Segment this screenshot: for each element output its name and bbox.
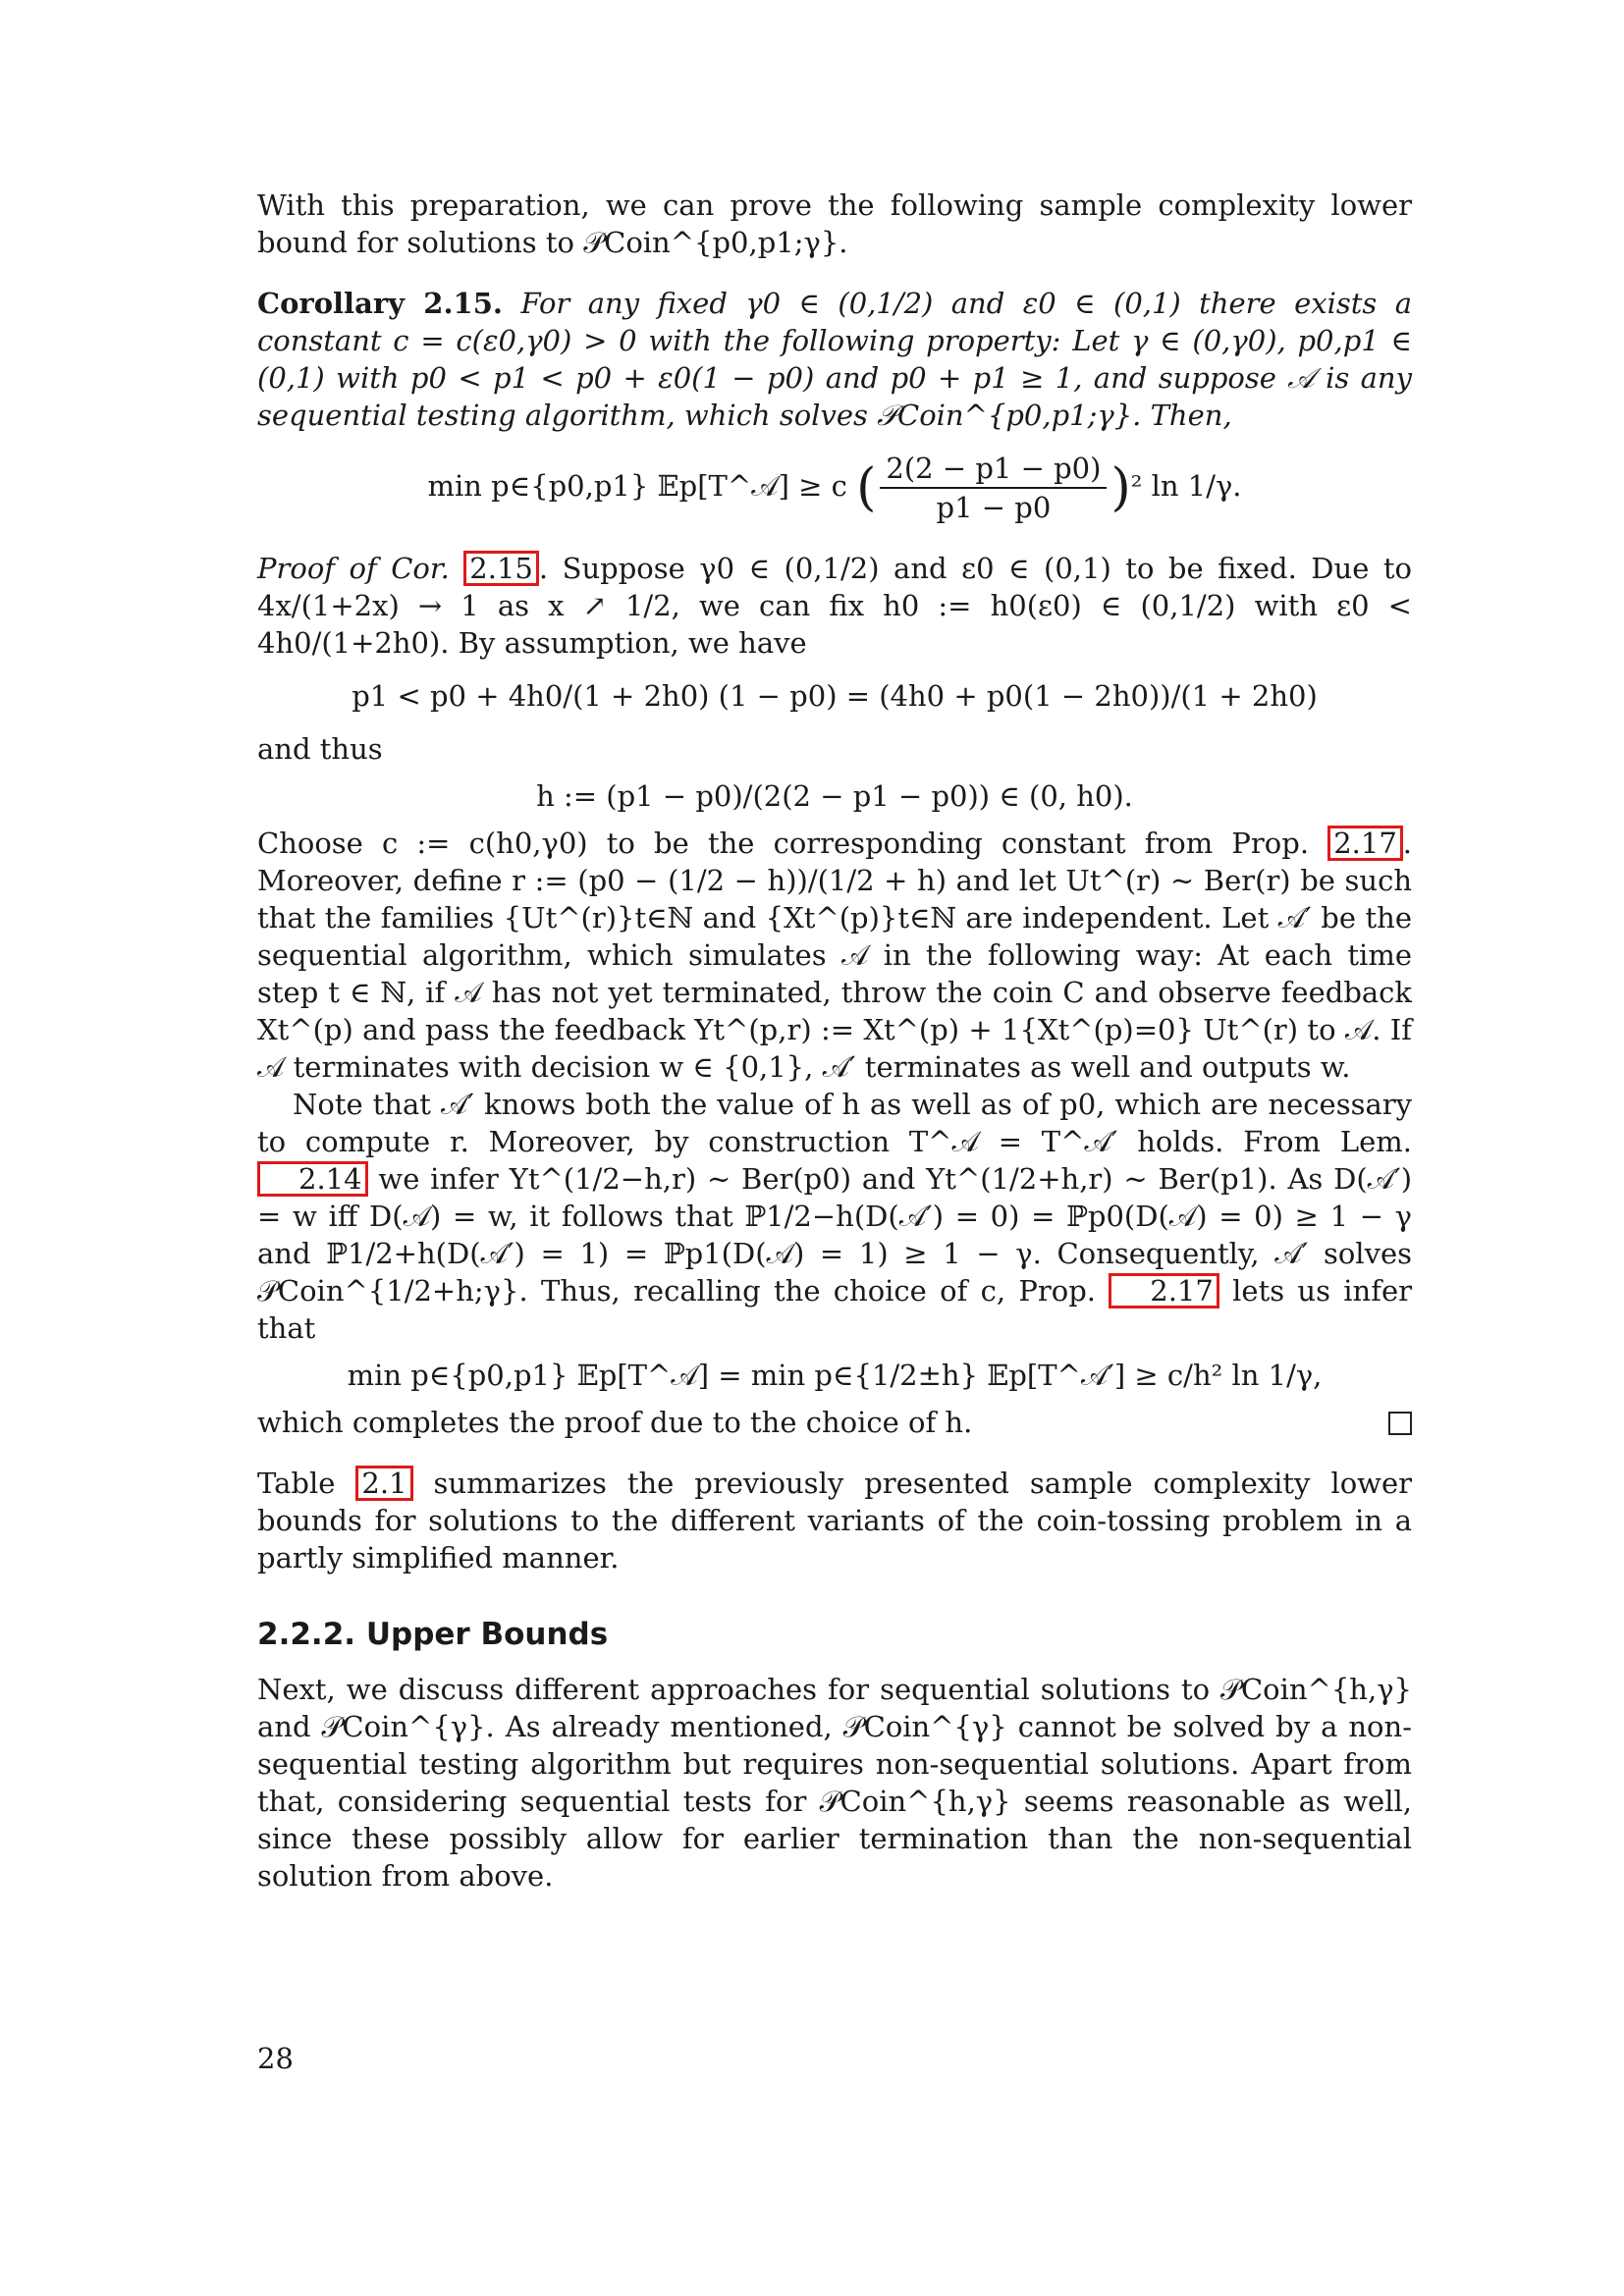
proof-equation-3: min p∈{p0,p1} 𝔼p[T^𝒜] = min p∈{1/2±h} 𝔼p[T^𝒜′] ≥ c/h² ln 1/γ, [347, 1359, 1323, 1392]
proof-paragraph-3c: lets us infer that [257, 1274, 1412, 1345]
proof-paragraph-2a: Choose c := c(h0,γ0) to be the corresponding constant from Prop. [257, 827, 1310, 860]
proof-closing: which completes the proof due to the choice of h. [257, 1406, 973, 1439]
proof-heading: Proof of Cor. [257, 552, 450, 585]
corollary-eq-rhs: ² ln 1/γ. [1130, 469, 1242, 503]
corollary-heading: Corollary 2.15. [257, 287, 504, 320]
proof-equation-2: h := (p1 − p0)/(2(2 − p1 − p0)) ∈ (0, h0). [536, 779, 1133, 813]
corollary-equation: min p∈{p0,p1} 𝔼p[T^𝒜] ≥ c ( $\frac{2(2 - p1 - p0)}{p1 - p0}$ )² ln 1/γ. [427, 452, 1242, 524]
qed-symbol [1388, 1412, 1412, 1435]
page-number: 28 [257, 2042, 294, 2075]
section-heading: 2.2.2. Upper Bounds [257, 1617, 609, 1652]
proof-equation-1: p1 < p0 + 4h0/(1 + 2h0) (1 − p0) = (4h0 + p0(1 − 2h0))/(1 + 2h0) [352, 679, 1318, 713]
proof-paragraph-3b: we infer Yt^(1/2−h,r) ∼ Ber(p0) and Yt^(1/2+h,r) ∼ Ber(p1). As D(𝒜′) = w iff D(𝒜) = w, it follows that ℙ1/2−h(D(𝒜′) = 0) = ℙp0(D(𝒜) = 0) ≥ 1 − γ and ℙ1/2+h(D(𝒜′) = 1) = ℙp1(D(𝒜) = 1) ≥ 1 − γ. Consequently, 𝒜′ solves 𝒫Coin^{1/2+h;γ}. Thus, recalling the choice of c, Prop. [257, 1162, 1413, 1308]
intro-paragraph: With this preparation, we can prove the following sample complexity lower bound for solutions to 𝒫Coin^{p0,p1;γ}. [257, 188, 1412, 259]
proof-paragraph-2b: . Moreover, define r := (p0 − (1/2 − h))/(1/2 + h) and let Ut^(r) ∼ Ber(r) be such that the families {Ut^(r)}t∈ℕ and {Xt^(p)}t∈ℕ are independent. Let 𝒜′ be the sequential algorithm, which simulates 𝒜 in the following way: At each time step t ∈ ℕ, if 𝒜 has not yet terminated, throw the coin C and observe feedback Xt^(p) and pass the feedback Yt^(p,r) := Xt^(p) + 1{Xt^(p)=0} Ut^(r) to 𝒜. If 𝒜 terminates with decision w ∈ {0,1}, 𝒜′ terminates as well and outputs w. [257, 827, 1412, 1084]
corollary-eq-lhs: min p∈{p0,p1} 𝔼p[T^𝒜] ≥ c [427, 469, 847, 503]
summary-paragraph: Table 2.1 summarizes the previously presented sample complexity lower bounds for solutions to the different variants of the coin-tossing problem in a partly simplified manner. [257, 1467, 1413, 1575]
corollary-block [257, 285, 1412, 526]
and-thus-text: and thus [257, 732, 383, 766]
proof-paragraph-1: Suppose γ0 ∈ (0,1/2) and ε0 ∈ (0,1) to be fixed. Due to 4x/(1+2x) → 1 as x ↗ 1/2, we can fix h0 := h0(ε0) ∈ (0,1/2) with ε0 < 4h0/(1+2h0). By assumption, we have [257, 552, 1413, 660]
ref-proposition-2-17-second[interactable]: 2.17 [1109, 1273, 1219, 1308]
proof-paragraph-3a: Note that 𝒜′ knows both the value of h as well as of p0, which are necessary to compute r. Moreover, by construction T^𝒜 = T^𝒜′ holds. From Lem. [257, 1088, 1412, 1158]
ref-corollary-2-15[interactable]: 2.15 [463, 551, 539, 586]
corollary-statement: For any fixed γ0 ∈ (0,1/2) and ε0 ∈ (0,1) there exists a constant c = c(ε0,γ0) > 0 with the following property: Let γ ∈ (0,γ0), p0,p1 ∈ (0,1) with p0 < p1 < p0 + ε0(1 − p0) and p0 + p1 ≥ 1, and suppose 𝒜 is any sequential testing algorithm, which solves 𝒫Coin^{p0,p1;γ}. Then, [257, 287, 1412, 432]
corollary-eq-fraction: $\frac{2(2 - p1 - p0)}{p1 - p0}$ [880, 450, 1107, 526]
ref-lemma-2-14[interactable]: 2.14 [257, 1161, 368, 1197]
ref-proposition-2-17[interactable]: 2.17 [1327, 826, 1403, 861]
ref-table-2-1[interactable]: 2.1 [355, 1466, 412, 1501]
section-body: Next, we discuss different approaches for sequential solutions to 𝒫Coin^{h,γ} and 𝒫Coin^{γ}. As already mentioned, 𝒫Coin^{γ} cannot be solved by a non-sequential testing algorithm but requires non-sequential solutions. Apart from that, considering sequential tests for 𝒫Coin^{h,γ} seems reasonable as well, since these possibly allow for earlier termination than the non-sequential solution from above. [257, 1673, 1412, 1893]
proof-block: Proof of Cor. 2.15 . Suppose γ0 ∈ (0,1/2) and ε0 ∈ (0,1) to be fixed. Due to 4x/(1+2x) → 1 as x ↗ 1/2, we can fix h0 := h0(ε0) ∈ (0,1/2) with ε0 < 4h0/(1+2h0). By assumption, we have p1 < p0 + 4h0/(1 + 2h0) (1 − p0) = (4h0 + p0(1 − 2h0))/(1 + 2h0) and thus h := (p1 − p0)/(2(2 − p1 − p0)) ∈ (0, h0). Choose c := c(h0,γ0) to be the corresponding constant from Prop. 2.17 . Moreover, define r := (p0 − (1/2 − h))/(1/2 + h) and let Ut^(r) ∼ Ber(r) be such that the families {Ut^(r)}t∈ℕ and {Xt^(p)}t∈ℕ are independent. Let 𝒜′ be the sequential algorithm, which simulates 𝒜 in the following way: At each time step t ∈ ℕ, if 𝒜 has not yet terminated, throw the coin C and observe feedback Xt^(p) and pass the feedback Yt^(p,r) := Xt^(p) + 1{Xt^(p)=0} Ut^(r) to 𝒜. If 𝒜 terminates with decision w ∈ {0,1}, 𝒜′ terminates as well and outputs w. Note that 𝒜′ knows both the value of h as well as of p0, which are necessary to compute r. Moreover, by construction T^𝒜 = T^𝒜′ holds. From Lem. 2.14 we infer Yt^(1/2−h,r) ∼ Ber(p0) and Yt^(1/2+h,r) ∼ Ber(p1). As D(𝒜′) = w iff D(𝒜) = w, it follows that ℙ1/2−h(D(𝒜′) = 0) = ℙp0(D(𝒜) = 0) ≥ 1 − γ and ℙ1/2+h(D(𝒜′) = 1) = ℙp1(D(𝒜) = 1) ≥ 1 − γ. Consequently, 𝒜′ solves 𝒫Coin^{1/2+h;γ}. Thus, recalling the choice of c, Prop. 2.17 lets us infer that min p∈{p0,p1} 𝔼p[T^𝒜] = min p∈{1/2±h} 𝔼p[T^𝒜′] ≥ c/h² ln 1/γ, which completes the proof due to the choice of h. [257, 552, 1413, 1439]
page-body [257, 187, 1412, 1895]
